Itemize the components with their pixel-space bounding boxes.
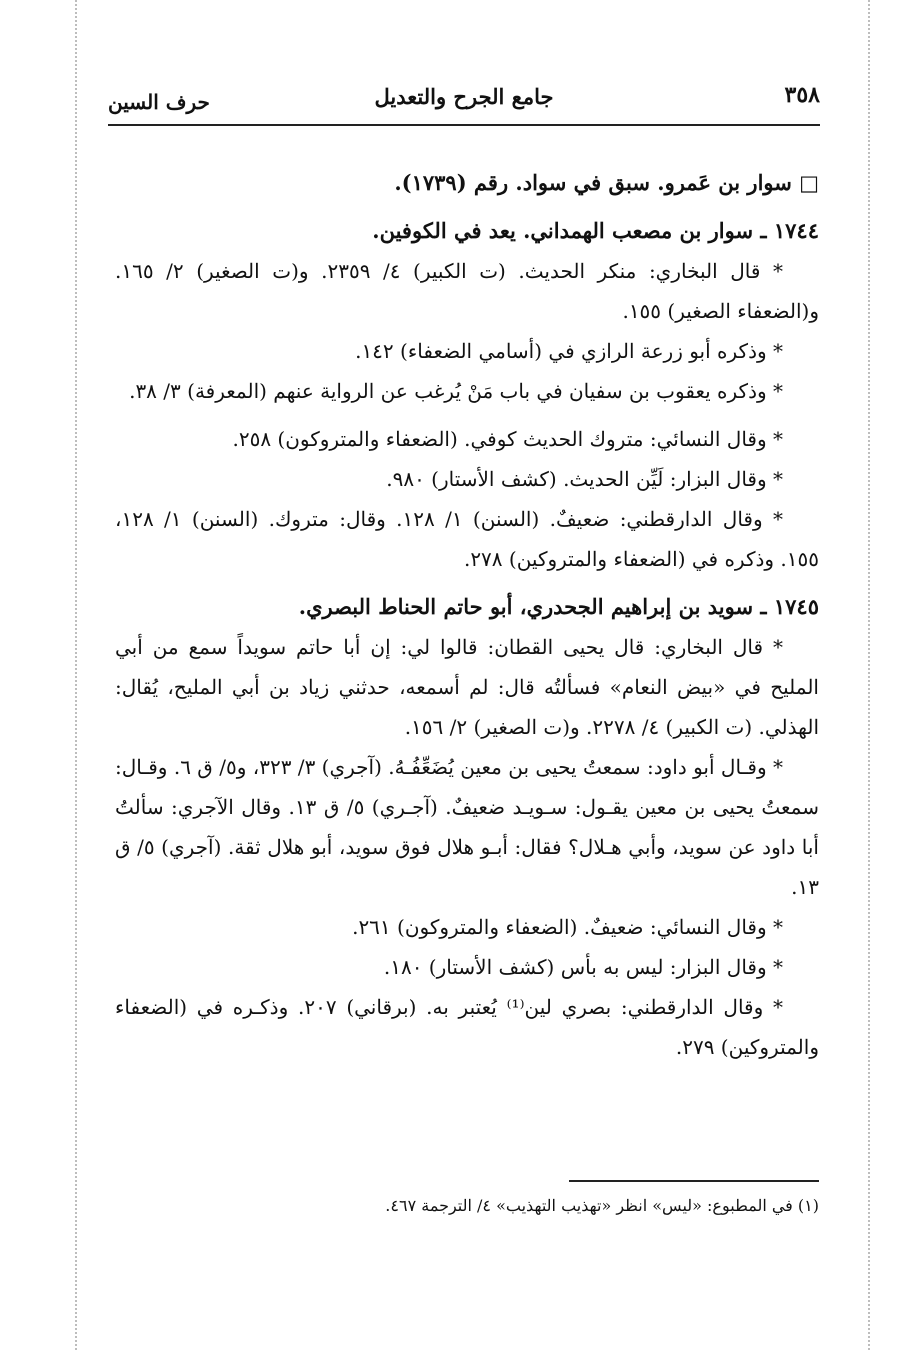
right-dotted-guide (868, 0, 870, 1350)
citation-paragraph: * وقـال أبو داود: سمعتُ يحيى بن معين يُضَعِّفُـهُ. (آجري) ٣/ ٣٢٣، و٥/ ق ٦. وقـال: سمعتُ يحيى بن معين يقـول: سـويـد ضعيفٌ. (آجـري) ٥/ ق ١٣. وقال الآجري: سألتُ أبا داود عن سويد، وأبي هـلال؟ فقال: أبـو هلال فوق سويد، أبو هلال ثقة. (آجري) ٥/ ق ١٣. (115, 755, 819, 899)
entry-heading-1744: ١٧٤٤ ـ سوار بن مصعب الهمداني. يعد في الكوفين. (372, 218, 819, 243)
running-header (108, 80, 820, 126)
chapter-title: حرف السين (108, 90, 210, 114)
citation-paragraph: * وقال الدارقطني: ضعيفٌ. (السنن) ١/ ١٢٨. وقال: متروك. (السنن) ١/ ١٢٨، ١٥٥. وذكره في (الضعفاء والمتروكين) ٢٧٨. (115, 507, 819, 571)
citation-paragraph: * وقال البزار: ليس به بأس (كشف الأستار) ١٨٠. (383, 955, 783, 979)
citation-paragraph: * وذكره يعقوب بن سفيان في باب مَنْ يُرغب عن الرواية عنهم (المعرفة) ٣/ ٣٨. (129, 379, 783, 403)
citation-paragraph: * وقال البزار: لَيِّن الحديث. (كشف الأستار) ٩٨٠. (386, 467, 783, 491)
page-body (115, 163, 819, 1067)
citation-paragraph: * قال البخاري: منكر الحديث. (ت الكبير) ٤/ ٢٣٥٩. و(ت الصغير) ٢/ ١٦٥. و(الضعفاء الصغير) ١٥٥. (115, 259, 819, 323)
footnote: (١) في المطبوع: «ليس» انظر «تهذيب التهذيب» ٤/ الترجمة ٤٦٧. (385, 1196, 819, 1215)
footnote-separator (569, 1180, 819, 1182)
entry-heading-1745: ١٧٤٥ ـ سويد بن إبراهيم الجحدري، أبو حاتم الحناط البصري. (298, 594, 819, 619)
book-title: جامع الجرح والتعديل (374, 84, 554, 109)
citation-paragraph: * قال البخاري: قال يحيى القطان: قالوا لي: إن أبا حاتم سويداً سمع من أبي المليح في «بيض النعام» فسألتُه قال: لم أسمعه، حدثني زياد بن أبي المليح، يُقال: الهذلي. (ت الكبير) ٤/ ٢٢٧٨. و(ت الصغير) ٢/ ١٥٦. (115, 635, 819, 739)
citation-paragraph: * وقال النسائي: متروك الحديث كوفي. (الضعفاء والمتروكون) ٢٥٨. (232, 427, 783, 451)
page-number: ٣٥٨ (784, 82, 820, 108)
citation-paragraph: * وذكره أبو زرعة الرازي في (أسامي الضعفاء) ١٤٢. (355, 339, 783, 363)
left-dotted-guide (75, 0, 77, 1350)
citation-paragraph: * وقال الدارقطني: بصري لين⁽¹⁾ يُعتبر به. (برقاني) ٢٠٧. وذكـره في (الضعفاء والمتروكين) ٢٧٩. (115, 995, 819, 1059)
cross-reference-entry: □ سوار بن عَمرو. سبق في سواد. رقم (١٧٣٩). (394, 170, 819, 195)
citation-paragraph: * وقال النسائي: ضعيفٌ. (الضعفاء والمتروكون) ٢٦١. (352, 915, 783, 939)
